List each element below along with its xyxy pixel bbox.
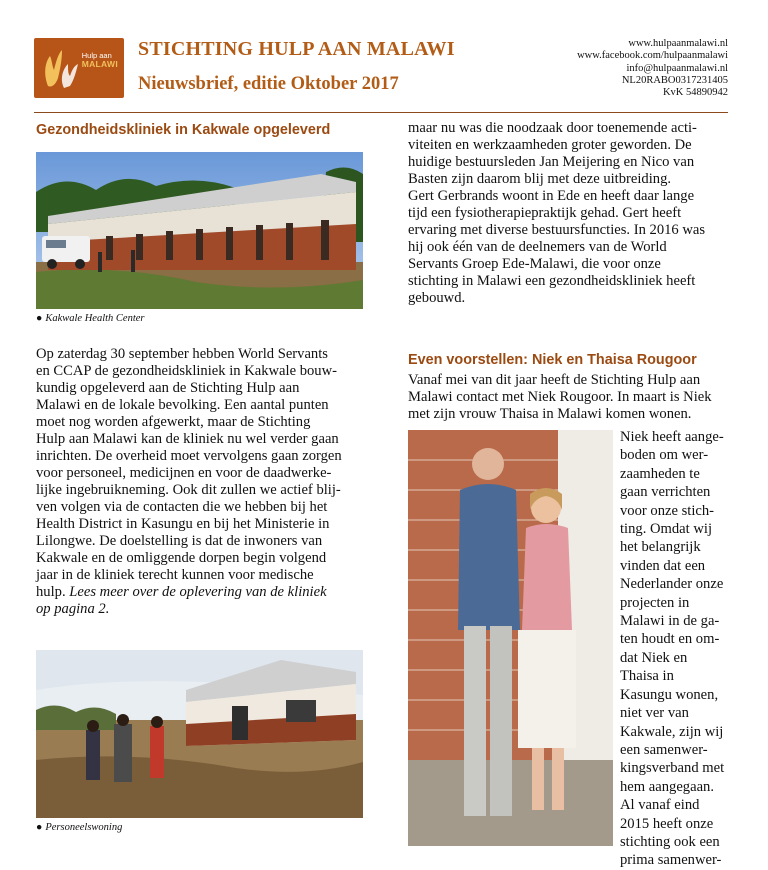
body-line: niet ver van	[620, 705, 689, 722]
body-line: Health District in Kasungu en bij het Ministerie in	[36, 516, 330, 532]
body-line: inrichten. De overheid moet vervolgens gaan zorgen	[36, 448, 342, 464]
body-line: Servants Groep Ede-Malawi, die voor onze	[408, 256, 661, 272]
body-line: en CCAP de gezondheidskliniek in Kakwale bouw-	[36, 363, 338, 379]
body-line: met zijn vrouw Thaisa in Malawi komen wonen.	[408, 406, 692, 422]
header-divider	[34, 112, 728, 113]
body-line: ten houdt en om-	[620, 631, 720, 648]
body-line: een samenwer-	[620, 741, 708, 758]
website-link[interactable]: www.hulpaanmalawi.nl	[628, 38, 728, 49]
body-line: moet nog worden afgewerkt, maar de Stichting	[36, 414, 311, 430]
body-line: kundig opgeleverd aan de Stichting Hulp aan	[36, 380, 300, 396]
body-line: Lilongwe. De doelstelling is dat de inwoners van	[36, 533, 323, 549]
body-line: Gert Gerbrands woont in Ede en heeft daar lange	[408, 188, 695, 204]
body-line: gaan verrichten	[620, 484, 711, 501]
body-line: huidige bestuursleden Jan Meijering en Nico van	[408, 154, 695, 170]
body-line: hij ook één van de deelnemers van de World	[408, 239, 667, 255]
article2-side-text	[620, 428, 750, 870]
article1-heading: Gezondheidskliniek in Kakwale opgeleverd	[36, 122, 331, 138]
logo-text-bottom: MALAWI	[81, 59, 118, 69]
body-line: Kakwale, zijn wij	[620, 723, 724, 740]
contact-block	[577, 38, 728, 99]
article2-intro	[408, 372, 738, 423]
body-line: stichting ook een	[620, 833, 720, 850]
logo	[34, 38, 124, 98]
body-line: voor personeel, medicijnen en voor de daadwerke-	[36, 465, 332, 481]
body-line	[36, 601, 376, 618]
body-line: Nederlander onze	[620, 576, 724, 593]
body-line: het belangrijk	[620, 539, 701, 556]
body-line: Malawi contact met Niek Rougoor. In maart is Niek	[408, 389, 712, 405]
body-line: dat Niek en	[620, 649, 688, 666]
read-more-link-cont[interactable]: op pagina 2.	[36, 601, 110, 617]
body-line: Kasungu wonen,	[620, 686, 719, 703]
article1-body	[36, 346, 376, 618]
body-line: jaar in de kliniek terecht kunnen voor medische	[36, 567, 314, 583]
column2-continuation	[408, 120, 738, 307]
body-line: prima samenwer-	[620, 852, 722, 869]
kakwale-health-center-photo	[36, 152, 363, 309]
facebook-link[interactable]: www.facebook.com/hulpaanmalawi	[577, 50, 728, 62]
body-line: maar nu was die noodzaak door toenemende acti-	[408, 120, 697, 136]
body-line: Niek heeft aange-	[620, 429, 724, 445]
logo-text-top: Hulp aan	[81, 51, 112, 60]
body-line: kingsverband met	[620, 760, 725, 777]
iban: NL20RABO0317231405	[621, 74, 728, 86]
body-line: Op zaterdag 30 september hebben World Servants	[36, 346, 328, 362]
kvk-number: KvK 54890942	[662, 87, 728, 99]
body-line: Malawi en de lokale bevolking. Een aantal punten	[36, 397, 329, 413]
body-line: ven volgen via de contacten die we hebben bij het	[36, 499, 328, 515]
body-line: ervaring met diverse bestuursfuncties. In 2016 was	[408, 222, 706, 238]
article2-heading: Even voorstellen: Niek en Thaisa Rougoor	[408, 352, 697, 368]
body-line: hulp. Lees meer over de oplevering van de kliniek	[36, 584, 327, 600]
body-line: 2015 heeft onze	[620, 815, 714, 832]
body-line: gebouwd.	[408, 290, 466, 306]
body-line: Al vanaf eind	[620, 797, 700, 814]
niek-thaisa-photo	[408, 430, 613, 846]
body-line: stichting in Malawi een gezondheidskliniek heeft	[408, 273, 696, 289]
body-line: Vanaf mei van dit jaar heeft de Stichting Hulp aan	[408, 372, 701, 388]
staff-house-photo	[36, 650, 363, 818]
body-line: hem aangegaan.	[620, 778, 714, 795]
body-line: projecten in	[620, 594, 690, 611]
photo-caption: ● Kakwale Health Center	[36, 313, 145, 324]
body-line: Basten zijn daarom blij met deze uitbreiding.	[408, 171, 672, 187]
read-more-link[interactable]: Lees meer over de oplevering van de kliniek	[69, 584, 327, 600]
newsletter-title: STICHTING HULP AAN MALAWI	[138, 38, 455, 60]
body-line: lijke ingebruikneming. Ook dit zullen we actief blij-	[36, 482, 341, 498]
body-line: zaamheden te	[620, 465, 700, 482]
body-line: boden om wer-	[620, 447, 709, 464]
body-line: ting. Omdat wij	[620, 521, 713, 538]
body-line: vinden dat een	[620, 557, 706, 574]
body-line: Kakwale en de omliggende dorpen begin volgend	[36, 550, 327, 566]
body-line: Hulp aan Malawi kan de kliniek nu wel verder gaan	[36, 431, 339, 447]
body-line: voor onze stich-	[620, 502, 715, 519]
body-line: Thaisa in	[620, 668, 674, 685]
photo-caption: ● Personeelswoning	[36, 822, 123, 833]
newsletter-edition: Nieuwsbrief, editie Oktober 2017	[138, 74, 399, 94]
email-link[interactable]: info@hulpaanmalawi.nl	[626, 62, 728, 74]
body-line: tijd een fysiotherapiepraktijk gehad. Gert heeft	[408, 205, 682, 221]
body-line: viteiten en werkzaamheden groter geworden. De	[408, 137, 692, 153]
body-line: Malawi in de ga-	[620, 613, 720, 630]
